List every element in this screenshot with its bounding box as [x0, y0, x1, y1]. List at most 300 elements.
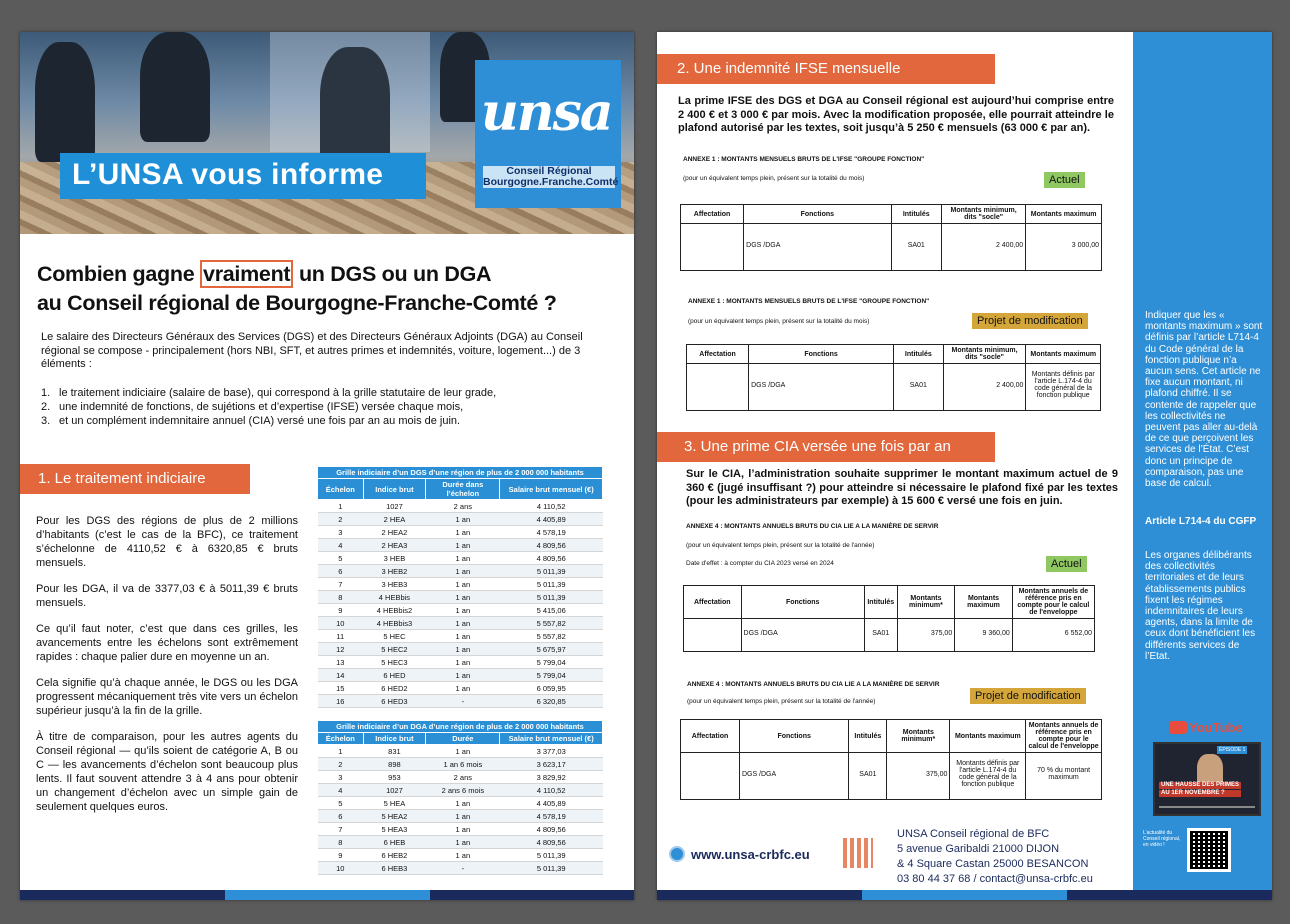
- list-item: [41, 386, 618, 400]
- page-title: [37, 260, 557, 318]
- list-text: et un complément indemnitaire annuel (CIA) versé une fois par an au mois de juin.: [59, 415, 461, 427]
- table-cell: 1 an: [426, 656, 500, 669]
- table-cell: -: [426, 862, 500, 875]
- table-cell: 2 ans: [426, 771, 500, 784]
- table-cell: 2 ans: [426, 500, 500, 513]
- table-cell: 3 HEB3: [363, 578, 426, 591]
- unsa-people-logo: [843, 838, 873, 868]
- table-cell: 14: [318, 669, 364, 682]
- section-1-title: 1. Le traitement indiciaire: [38, 470, 206, 487]
- address-line: 5 avenue Garibaldi 21000 DIJON: [897, 843, 1060, 855]
- table-row: [318, 565, 603, 578]
- table-header-row: [318, 733, 603, 745]
- tag-actuel: Actuel: [1046, 556, 1087, 572]
- table-cell: DGS /DGA: [739, 753, 848, 796]
- column-header: Affectation: [687, 345, 749, 364]
- table-row: [687, 364, 1101, 407]
- table-cell: 5 HEC3: [363, 656, 426, 669]
- table-cell: 9 360,00: [955, 619, 1013, 648]
- section-2-heading: [657, 54, 995, 84]
- table-cell: [684, 619, 742, 648]
- table-cell: 953: [363, 771, 426, 784]
- table-cell: [681, 795, 740, 800]
- annex-4-title: ANNEXE 4 : MONTANTS ANNUELS BRUTS DU CIA LIE A LA MANIÈRE DE SERVIR: [686, 523, 939, 530]
- table-row: [318, 526, 603, 539]
- column-header: Salaire brut mensuel (€): [500, 733, 603, 745]
- table-cell: 2 400,00: [943, 364, 1026, 407]
- table-cell: 1 an: [426, 643, 500, 656]
- table-cell: 70 % du montant maximum: [1026, 753, 1102, 796]
- column-header: Fonctions: [739, 720, 848, 753]
- table-cell: 5 HEC2: [363, 643, 426, 656]
- column-header: Affectation: [684, 586, 742, 619]
- table-cell: 5 HEC: [363, 630, 426, 643]
- table-cell: 1027: [363, 784, 426, 797]
- table-row: [318, 682, 603, 695]
- table-row: [318, 656, 603, 669]
- column-header: Fonctions: [744, 205, 891, 224]
- table-row: [318, 745, 603, 758]
- sidebar: [1133, 32, 1272, 890]
- table-row: [318, 552, 603, 565]
- table-cell: 1 an: [426, 526, 500, 539]
- table-row: [318, 617, 603, 630]
- column-header: Montants minimum*: [897, 586, 955, 619]
- video-caption-1: UNE HAUSSE DES PRIMES: [1161, 782, 1240, 788]
- video-progress-bar[interactable]: [1159, 806, 1255, 808]
- table-row: [318, 862, 603, 875]
- column-header: Durée dans l’échelon: [426, 479, 500, 500]
- hero-person: [140, 32, 210, 142]
- table-cell: 3: [318, 526, 364, 539]
- table-cell: 375,00: [897, 619, 955, 648]
- table-cell: 2 HEA2: [363, 526, 426, 539]
- table-cell: 1 an: [426, 745, 500, 758]
- video-caption-2: AU 1ER NOVEMBRE ?: [1159, 790, 1241, 797]
- table-header-row: [318, 479, 603, 500]
- table-caption-row: [318, 721, 603, 733]
- table-cell: 7: [318, 578, 364, 591]
- title-pre: Combien gagne: [37, 262, 201, 286]
- annex-1-note: (pour un équivalent temps plein, présent sur la totalité du mois): [683, 175, 865, 182]
- table-caption: Grille indiciaire d’un DGS d’une région de plus de 2 000 000 habitants: [318, 467, 603, 479]
- qr-pattern: [1190, 831, 1228, 869]
- table-cell: 5 799,04: [500, 656, 603, 669]
- list-item: [41, 400, 618, 414]
- table-cell: 1 an: [426, 823, 500, 836]
- annex-4-note: (pour un équivalent temps plein, présent sur la totalité de l'année): [686, 542, 875, 549]
- table-cell: DGS /DGA: [741, 619, 864, 648]
- table-row: [318, 784, 603, 797]
- table-row-end: [684, 647, 1095, 652]
- column-header: Intitulés: [893, 345, 943, 364]
- table-cell: [849, 795, 887, 800]
- table-cell: 2: [318, 758, 364, 771]
- table-cell: 2: [318, 513, 364, 526]
- table-cell: 3 623,17: [500, 758, 603, 771]
- list-number: 3.: [41, 415, 51, 427]
- table-cell: 4 578,19: [500, 810, 603, 823]
- cia-text: Sur le CIA, l’administration souhaite supprimer le montant maximum actuel de 9 360 € (jugé insuffisant ?) pour atteindre si nécessaire le plafond fixé par les textes (pour les administrateurs par exemple) à 15 600 € versé une fois en juin.: [686, 468, 1118, 507]
- table-cell: 6 HEB: [363, 836, 426, 849]
- paragraph: Pour les DGS des régions de plus de 2 millions d’habitants (c’est le cas de la BFC), ce traitement s’échelonne de 4110,52 € à 6320,85 € bruts mensuels.: [36, 515, 298, 569]
- column-header: Montants maximum: [1026, 205, 1102, 224]
- ifse-table-actuel: [680, 204, 1102, 271]
- table-cell: 1027: [363, 500, 426, 513]
- table-cell: [1012, 647, 1094, 652]
- table-cell: 4 809,56: [500, 539, 603, 552]
- table-cell: 6 HED: [363, 669, 426, 682]
- table-cell: [681, 266, 744, 271]
- table-cell: 2 ans 6 mois: [426, 784, 500, 797]
- cia-table-actuel: [683, 585, 1095, 652]
- column-header: Affectation: [681, 720, 740, 753]
- footer-bar: [225, 890, 430, 900]
- paragraph: À titre de comparaison, pour les autres agents du Conseil régional — qu’ils soient de catégorie A, B ou C — les avancements d’échelon sont beaucoup plus lents. Il faut souvent attendre 3 à 4 ans pour obtenir un changement d’échelon avec un simple gain de seulement quelques euros.: [36, 731, 298, 813]
- column-header: Montants maximum: [950, 720, 1026, 753]
- address-line: UNSA Conseil régional de BFC: [897, 828, 1050, 840]
- paragraph: Ce qu’il faut noter, c’est que dans ces grilles, les avancements entre les échelons sont extrêmement rapides : chaque palier dure en moyenne un an.: [36, 623, 298, 663]
- table-cell: [687, 406, 749, 411]
- list-number: 2.: [41, 401, 51, 413]
- table-cell: [744, 266, 891, 271]
- column-header: Échelon: [318, 733, 364, 745]
- list-text: une indemnité de fonctions, de sujétions et d’expertise (IFSE) versée chaque mois,: [59, 401, 464, 413]
- table-cell: 1 an: [426, 630, 500, 643]
- column-header: Intitulés: [891, 205, 942, 224]
- table-cell: 1 an: [426, 539, 500, 552]
- footer-bar: [430, 890, 634, 900]
- table-cell: [942, 266, 1026, 271]
- column-header: Intitulés: [864, 586, 897, 619]
- cia-table-projet: [680, 719, 1102, 800]
- table-cell: 2 HEA3: [363, 539, 426, 552]
- table-cell: 6: [318, 565, 364, 578]
- unsa-logo: [475, 60, 621, 208]
- table-cell: 1 an: [426, 552, 500, 565]
- table-cell: 6: [318, 810, 364, 823]
- table-row: [684, 619, 1095, 648]
- table-row-end: [687, 406, 1101, 411]
- table-cell: [955, 647, 1013, 652]
- table-header-row: [681, 720, 1102, 753]
- ifse-table-projet: [686, 344, 1101, 411]
- website-text: www.unsa-crbfc.eu: [691, 847, 810, 862]
- table-cell: 6 059,95: [500, 682, 603, 695]
- table-row: [318, 797, 603, 810]
- table-cell: 5 799,04: [500, 669, 603, 682]
- table-cell: 5 415,06: [500, 604, 603, 617]
- table-cell: 4 HEBbis3: [363, 617, 426, 630]
- table-caption: Grille indiciaire d’un DGA d’une région de plus de 2 000 000 habitants: [318, 721, 603, 733]
- youtube-logo[interactable]: [1169, 720, 1243, 735]
- table-cell: 1 an: [426, 578, 500, 591]
- video-thumbnail[interactable]: [1153, 742, 1261, 816]
- table-cell: [681, 753, 740, 796]
- table-row: [318, 810, 603, 823]
- table-header-row: [684, 586, 1095, 619]
- table-cell: 5 011,39: [500, 578, 603, 591]
- table-cell: [1026, 406, 1101, 411]
- table-cell: [950, 795, 1026, 800]
- table-cell: 4 578,19: [500, 526, 603, 539]
- address-line: 03 80 44 37 68 / contact@unsa-crbfc.eu: [897, 873, 1093, 885]
- table-cell: 1: [318, 745, 364, 758]
- table-cell: SA01: [864, 619, 897, 648]
- column-header: Montants annuels de référence pris en compte pour le calcul de l'enveloppe: [1012, 586, 1094, 619]
- video-caption: [1159, 782, 1241, 797]
- column-header: Montants minimum*: [887, 720, 950, 753]
- table-row: [318, 849, 603, 862]
- logo-sub2: Bourgogne.Franche.Comté: [483, 176, 619, 188]
- tag-projet: Projet de modification: [972, 313, 1088, 329]
- title-highlight: vraiment: [200, 260, 293, 288]
- website-link[interactable]: [669, 846, 810, 862]
- table-row: [318, 604, 603, 617]
- title-line2: au Conseil régional de Bourgogne-Franche-Comté ?: [37, 291, 557, 315]
- table-cell: 1 an: [426, 849, 500, 862]
- table-cell: SA01: [893, 364, 943, 407]
- table-cell: 4 HEBbis2: [363, 604, 426, 617]
- table-cell: 3 HEB2: [363, 565, 426, 578]
- table-row: [681, 224, 1102, 267]
- table-cell: 6 HED2: [363, 682, 426, 695]
- table-row: [318, 643, 603, 656]
- table-cell: 1 an 6 mois: [426, 758, 500, 771]
- table-cell: 1 an: [426, 836, 500, 849]
- table-cell: 1 an: [426, 604, 500, 617]
- annex-4-date: Date d'effet : à compter du CIA 2023 versé en 2024: [686, 560, 834, 567]
- logo-mark: unsa: [481, 82, 612, 143]
- table-cell: 9: [318, 604, 364, 617]
- table-row: [318, 500, 603, 513]
- table-cell: 5 HEA3: [363, 823, 426, 836]
- table-cell: 5 011,39: [500, 565, 603, 578]
- list-number: 1.: [41, 387, 51, 399]
- table-row: [681, 753, 1102, 796]
- table-cell: 6 HEB2: [363, 849, 426, 862]
- table-row: [318, 539, 603, 552]
- section-1-heading: [20, 464, 250, 494]
- play-icon: [1169, 721, 1187, 734]
- table-cell: [684, 647, 742, 652]
- table-cell: [1026, 795, 1102, 800]
- dga-grid-table: [317, 720, 603, 875]
- table-row-end: [681, 795, 1102, 800]
- column-header: Échelon: [318, 479, 364, 500]
- page-left: [20, 32, 634, 900]
- table-cell: 6 HEB3: [363, 862, 426, 875]
- table-cell: 5 557,82: [500, 617, 603, 630]
- table-row: [318, 771, 603, 784]
- table-cell: 3 377,03: [500, 745, 603, 758]
- table-cell: 8: [318, 591, 364, 604]
- annex-1-title: ANNEXE 1 : MONTANTS MENSUELS BRUTS DE L'IFSE "GROUPE FONCTION": [683, 156, 925, 163]
- table-caption-row: [318, 467, 603, 479]
- column-header: Montants minimum, dits "socle": [943, 345, 1026, 364]
- section-3-title: 3. Une prime CIA versée une fois par an: [684, 438, 951, 455]
- youtube-text: YouTube: [1189, 720, 1243, 735]
- table-cell: 3: [318, 771, 364, 784]
- column-header: Intitulés: [849, 720, 887, 753]
- qr-caption: L’actualité du Conseil régional, en vidéo !: [1143, 830, 1181, 848]
- column-header: Durée: [426, 733, 500, 745]
- table-cell: [943, 406, 1026, 411]
- table-cell: 3 HEB: [363, 552, 426, 565]
- table-cell: DGS /DGA: [744, 224, 891, 267]
- table-cell: 2 400,00: [942, 224, 1026, 267]
- table-cell: [893, 406, 943, 411]
- table-row: [318, 630, 603, 643]
- table-cell: 1 an: [426, 797, 500, 810]
- video-badge: ÉPISODE 1: [1219, 747, 1246, 753]
- table-header-row: [687, 345, 1101, 364]
- footer-bar: [657, 890, 862, 900]
- hero-person: [35, 42, 95, 162]
- table-cell: 831: [363, 745, 426, 758]
- table-row: [318, 836, 603, 849]
- table-cell: [741, 647, 864, 652]
- table-cell: 1 an: [426, 810, 500, 823]
- section-2-title: 2. Une indemnité IFSE mensuelle: [677, 60, 901, 77]
- table-cell: SA01: [891, 224, 942, 267]
- column-header: Indice brut: [363, 733, 426, 745]
- address-block: [897, 827, 1093, 887]
- table-cell: 5 011,39: [500, 862, 603, 875]
- logo-sub1: Conseil Régional: [506, 165, 592, 177]
- table-cell: 5 675,97: [500, 643, 603, 656]
- column-header: Fonctions: [749, 345, 894, 364]
- section-1-body: [36, 514, 298, 826]
- table-cell: 13: [318, 656, 364, 669]
- table-cell: 1 an: [426, 617, 500, 630]
- annex-1-note: (pour un équivalent temps plein, présent sur la totalité du mois): [688, 318, 870, 325]
- table-cell: [681, 224, 744, 267]
- column-header: Montants maximum: [1026, 345, 1101, 364]
- title-post: un DGS ou un DGA: [293, 262, 492, 286]
- column-header: Affectation: [681, 205, 744, 224]
- table-cell: 1 an: [426, 565, 500, 578]
- section-3-heading: [657, 432, 995, 462]
- table-cell: 15: [318, 682, 364, 695]
- table-cell: [891, 266, 942, 271]
- table-cell: 6 552,00: [1012, 619, 1094, 648]
- table-cell: 6 320,85: [500, 695, 603, 708]
- list-item: [41, 414, 618, 428]
- intro-text: Le salaire des Directeurs Généraux des Services (DGS) et des Directeurs Généraux Adjoints (DGA) au Conseil régional se compose - principalement (hors NBI, SFT, et autres primes et indemnités, voiture, logement...) de 3 éléments :: [41, 331, 583, 370]
- footer-bar: [20, 890, 225, 900]
- qr-code[interactable]: [1187, 828, 1231, 872]
- sidebar-article-text: Les organes délibérants des collectivités territoriales et de leurs établissements publics fixent les régimes indemnitaires de leurs agents, dans la limite de ceux dont bénéficient les différents services de l’Etat.: [1145, 550, 1256, 662]
- column-header: Montants maximum: [955, 586, 1013, 619]
- table-cell: 5: [318, 552, 364, 565]
- table-row: [318, 578, 603, 591]
- table-cell: 4 405,89: [500, 797, 603, 810]
- table-cell: 4 110,52: [500, 500, 603, 513]
- column-header: Fonctions: [741, 586, 864, 619]
- footer-bar: [1067, 890, 1272, 900]
- table-row-end: [681, 266, 1102, 271]
- table-cell: 5 HEA: [363, 797, 426, 810]
- table-cell: [749, 406, 894, 411]
- hero-image: [20, 32, 634, 234]
- hero-person: [320, 47, 390, 167]
- table-cell: [687, 364, 749, 407]
- paragraph: Cela signifie qu’à chaque année, le DGS ou les DGA progressent mécaniquement très vite vers un échelon supérieur jusqu’à la fin de la grille.: [36, 677, 298, 717]
- table-cell: [1026, 266, 1102, 271]
- ifse-text: La prime IFSE des DGS et DGA au Conseil régional est aujourd’hui comprise entre 2 400 € et 3 000 € par mois. Avec la modification proposée, elle pourrait atteindre le plafond autorisé par les textes, soit jusqu’à 5 250 € mensuels (63 000 € par an).: [678, 95, 1114, 134]
- table-cell: [864, 647, 897, 652]
- table-row: [318, 758, 603, 771]
- banner: [60, 153, 426, 199]
- table-cell: Montants définis par l'article L.174-4 du code général de la fonction publique: [1026, 364, 1101, 407]
- annex-4-title: ANNEXE 4 : MONTANTS ANNUELS BRUTS DU CIA LIE A LA MANIÈRE DE SERVIR: [687, 681, 940, 688]
- table-cell: 4 809,56: [500, 552, 603, 565]
- column-header: Montants annuels de référence pris en compte pour le calcul de l'enveloppe: [1026, 720, 1102, 753]
- table-cell: 4: [318, 539, 364, 552]
- table-cell: 5 557,82: [500, 630, 603, 643]
- table-cell: 4 HEBbis: [363, 591, 426, 604]
- table-cell: Montants définis par l'article L.174-4 du code général de la fonction publique: [950, 753, 1026, 796]
- table-cell: 8: [318, 836, 364, 849]
- table-cell: [739, 795, 848, 800]
- table-row: [318, 669, 603, 682]
- table-cell: 5: [318, 797, 364, 810]
- paragraph: Pour les DGA, il va de 3377,03 € à 5011,39 € bruts mensuels.: [36, 583, 298, 609]
- address-line: & 4 Square Castan 25000 BESANCON: [897, 858, 1089, 870]
- sidebar-article-title: Article L714-4 du CGFP: [1145, 516, 1257, 527]
- table-row: [318, 513, 603, 526]
- table-cell: 10: [318, 617, 364, 630]
- table-cell: 4: [318, 784, 364, 797]
- table-cell: 4 809,56: [500, 823, 603, 836]
- table-row: [318, 823, 603, 836]
- table-cell: DGS /DGA: [749, 364, 894, 407]
- table-cell: 375,00: [887, 753, 950, 796]
- column-header: Salaire brut mensuel (€): [500, 479, 603, 500]
- dgs-grid-table: [317, 466, 603, 708]
- table-cell: 1: [318, 500, 364, 513]
- table-cell: 3 829,92: [500, 771, 603, 784]
- table-cell: 1 an: [426, 591, 500, 604]
- table-cell: 12: [318, 643, 364, 656]
- table-cell: 5 011,39: [500, 591, 603, 604]
- table-row: [318, 695, 603, 708]
- elements-list: [41, 386, 618, 428]
- annex-1-title: ANNEXE 1 : MONTANTS MENSUELS BRUTS DE L'IFSE "GROUPE FONCTION": [688, 298, 930, 305]
- table-cell: 16: [318, 695, 364, 708]
- table-cell: 898: [363, 758, 426, 771]
- table-cell: 11: [318, 630, 364, 643]
- table-cell: 4 809,56: [500, 836, 603, 849]
- globe-icon: [669, 846, 685, 862]
- table-cell: [887, 795, 950, 800]
- column-header: Montants minimum, dits "socle": [942, 205, 1026, 224]
- table-cell: 5 011,39: [500, 849, 603, 862]
- table-cell: 6 HED3: [363, 695, 426, 708]
- table-cell: 7: [318, 823, 364, 836]
- table-cell: 4 405,89: [500, 513, 603, 526]
- table-cell: 2 HEA: [363, 513, 426, 526]
- table-cell: 1 an: [426, 513, 500, 526]
- table-cell: -: [426, 695, 500, 708]
- footer-bar: [862, 890, 1067, 900]
- table-cell: 5 HEA2: [363, 810, 426, 823]
- table-cell: 1 an: [426, 669, 500, 682]
- table-cell: 1 an: [426, 682, 500, 695]
- sidebar-text: Indiquer que les « montants maximum » sont définis par l’article L714-4 du Code général de la fonction publique n’a aucun sens. Cet article ne fixe aucun montant, ni plafond chiffré. Il se contente de rappeler que les collectivités ne peuvent pas aller au-delà de ce que perçoivent les services de l’État. C’est donc un principe de comparaison, pas une base de calcul.: [1145, 310, 1263, 490]
- annex-4-note: (pour un équivalent temps plein, présent sur la totalité de l'année): [687, 698, 876, 705]
